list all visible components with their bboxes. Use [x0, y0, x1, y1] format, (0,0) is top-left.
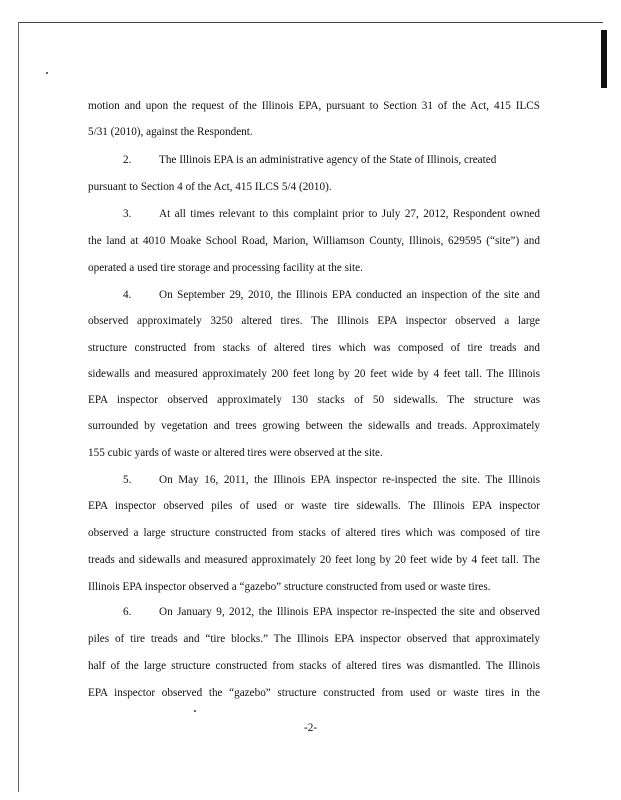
scan-border-left — [18, 22, 19, 792]
text-line: 5/31 (2010), against the Respondent. — [88, 126, 253, 138]
text-line: 155 cubic yards of waste or altered tires were observed at the site. — [88, 447, 383, 459]
paragraph-number: 3. — [123, 208, 132, 220]
text-line: EPA inspector observed approximately 130 stacks of 50 sidewalls. The structure was — [88, 394, 540, 406]
text-line: piles of tire treads and “tire blocks.” The Illinois EPA inspector observed that approximately — [88, 633, 540, 645]
text-line: Illinois EPA inspector observed a “gazebo” structure constructed from used or waste tires. — [88, 581, 491, 593]
text-line: treads and sidewalls and measured approximately 20 feet long by 20 feet wide by 4 feet tall. The — [88, 554, 540, 566]
text-line: observed a large structure constructed from stacks of altered tires which was composed of tire — [88, 527, 540, 539]
text-line: surrounded by vegetation and trees growing between the sidewalls and treads. Approximately — [88, 420, 540, 432]
text-line: EPA inspector observed the “gazebo” structure constructed from used or waste tires in the — [88, 687, 540, 699]
text-line: pursuant to Section 4 of the Act, 415 ILCS 5/4 (2010). — [88, 181, 332, 193]
text-line: sidewalls and measured approximately 200 feet long by 20 feet wide by 4 feet tall. The Illinois — [88, 368, 540, 380]
text-line: the land at 4010 Moake School Road, Marion, Williamson County, Illinois, 629595 (“site”) and — [88, 235, 540, 247]
text-line: At all times relevant to this complaint prior to July 27, 2012, Respondent owned — [159, 208, 540, 220]
page-number: -2- — [303, 722, 318, 734]
paragraph-number: 2. — [123, 154, 132, 166]
text-line: half of the large structure constructed from stacks of altered tires was dismantled. The Illinois — [88, 660, 540, 672]
scan-border-top — [18, 22, 603, 23]
paragraph-number: 5. — [123, 474, 132, 486]
scan-speck — [46, 72, 48, 74]
text-line: On May 16, 2011, the Illinois EPA inspector re-inspected the site. The Illinois — [159, 474, 540, 486]
paragraph-number: 4. — [123, 289, 132, 301]
scan-speck — [194, 710, 196, 712]
text-line: operated a used tire storage and processing facility at the site. — [88, 262, 363, 274]
text-line: The Illinois EPA is an administrative agency of the State of Illinois, created — [159, 154, 497, 166]
text-line: observed approximately 3250 altered tires. The Illinois EPA inspector observed a large — [88, 315, 540, 327]
text-line: structure constructed from stacks of altered tires which was composed of tire treads and — [88, 342, 540, 354]
scan-edge-mark — [601, 30, 607, 88]
text-line: motion and upon the request of the Illinois EPA, pursuant to Section 31 of the Act, 415 ILCS — [88, 100, 540, 112]
text-line: On January 9, 2012, the Illinois EPA inspector re-inspected the site and observed — [159, 606, 540, 618]
text-line: On September 29, 2010, the Illinois EPA conducted an inspection of the site and — [159, 289, 540, 301]
paragraph-number: 6. — [123, 606, 132, 618]
text-line: EPA inspector observed piles of used or waste tire sidewalls. The Illinois EPA inspector — [88, 500, 540, 512]
